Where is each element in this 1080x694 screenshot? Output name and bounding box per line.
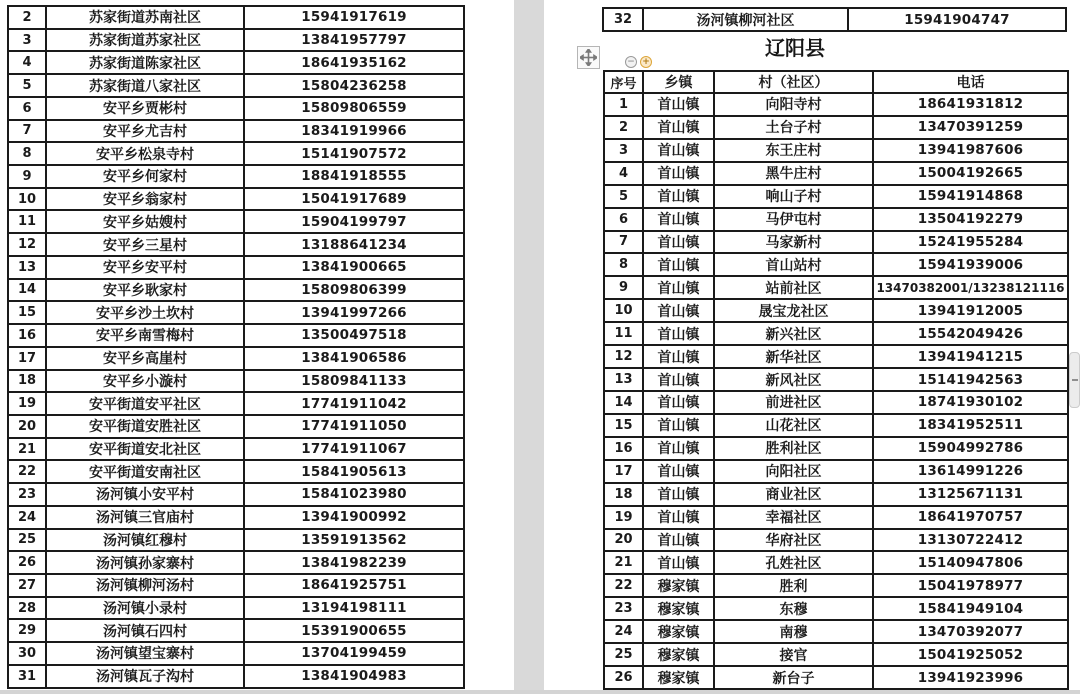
row-number-cell: 11 xyxy=(604,322,643,345)
village-name-cell: 安平街道安胜社区 xyxy=(46,415,244,438)
table-row xyxy=(8,438,464,461)
town-cell: 首山镇 xyxy=(643,276,714,299)
table-row xyxy=(8,165,464,188)
row-number-cell: 15 xyxy=(604,414,643,437)
town-cell: 首山镇 xyxy=(643,460,714,483)
phone-number-cell: 13614991226 xyxy=(873,460,1068,483)
town-cell: 首山镇 xyxy=(643,368,714,391)
town-cell: 穆家镇 xyxy=(643,620,714,643)
page-gap xyxy=(514,0,544,694)
phone-number-cell: 15141942563 xyxy=(873,368,1068,391)
table-row xyxy=(603,8,1066,31)
row-number-cell: 4 xyxy=(604,162,643,185)
town-cell: 首山镇 xyxy=(643,139,714,162)
phone-number-cell: 13841957797 xyxy=(244,29,464,52)
table-row xyxy=(8,279,464,302)
village-name-cell: 汤河镇孙家寨村 xyxy=(46,551,244,574)
phone-number-cell: 17741911042 xyxy=(244,392,464,415)
row-number-cell: 18 xyxy=(8,370,46,393)
row-number-cell: 21 xyxy=(604,551,643,574)
table-row xyxy=(8,74,464,97)
table-row xyxy=(604,643,1068,666)
header-town: 乡镇 xyxy=(643,71,714,93)
phone-number-cell: 13591913562 xyxy=(244,529,464,552)
table-row xyxy=(8,188,464,211)
phone-number-cell: 13188641234 xyxy=(244,233,464,256)
phone-number-cell: 13704199459 xyxy=(244,642,464,665)
village-name-cell: 晟宝龙社区 xyxy=(714,299,873,322)
phone-number-cell: 18641925751 xyxy=(244,574,464,597)
row-number-cell: 17 xyxy=(604,460,643,483)
row-number-cell: 1 xyxy=(604,93,643,116)
table-row xyxy=(8,460,464,483)
town-cell: 穆家镇 xyxy=(643,666,714,689)
row-number-cell: 20 xyxy=(8,415,46,438)
table-row xyxy=(8,210,464,233)
town-cell: 首山镇 xyxy=(643,322,714,345)
row-number-cell: 10 xyxy=(604,299,643,322)
row-number-cell: 23 xyxy=(604,597,643,620)
phone-number-cell: 13470392077 xyxy=(873,620,1068,643)
header-village: 村（社区） xyxy=(714,71,873,93)
row-number-cell: 6 xyxy=(604,208,643,231)
table-row xyxy=(8,619,464,642)
phone-number-cell: 13130722412 xyxy=(873,529,1068,552)
row-number-cell: 22 xyxy=(604,574,643,597)
phone-number-cell: 13500497518 xyxy=(244,324,464,347)
phone-number-cell: 17741911067 xyxy=(244,438,464,461)
phone-number-cell: 15141907572 xyxy=(244,142,464,165)
table-row xyxy=(8,574,464,597)
village-name-cell: 南穆 xyxy=(714,620,873,643)
village-name-cell: 安平街道安平社区 xyxy=(46,392,244,415)
table-row xyxy=(8,370,464,393)
row-number-cell: 26 xyxy=(8,551,46,574)
table-row xyxy=(604,368,1068,391)
phone-number-cell: 13841982239 xyxy=(244,551,464,574)
phone-number-cell: 15809806559 xyxy=(244,97,464,120)
row-number-cell: 30 xyxy=(8,642,46,665)
table-row xyxy=(8,324,464,347)
row-number-cell: 19 xyxy=(604,506,643,529)
phone-number-cell: 13941923996 xyxy=(873,666,1068,689)
village-name-cell: 安平乡三星村 xyxy=(46,233,244,256)
row-number-cell: 11 xyxy=(8,210,46,233)
village-name-cell: 马家新村 xyxy=(714,231,873,254)
village-name-cell: 首山站村 xyxy=(714,253,873,276)
village-name-cell: 安平乡何家村 xyxy=(46,165,244,188)
phone-number-cell: 18641935162 xyxy=(244,51,464,74)
phone-number-cell: 15041978977 xyxy=(873,574,1068,597)
vertical-scrollbar-thumb[interactable] xyxy=(1069,352,1080,408)
table-row xyxy=(604,551,1068,574)
phone-number-cell: 13941997266 xyxy=(244,301,464,324)
row-number-cell: 31 xyxy=(8,665,46,688)
row-number-cell: 21 xyxy=(8,438,46,461)
table-row xyxy=(8,642,464,665)
town-cell: 首山镇 xyxy=(643,208,714,231)
village-name-cell: 华府社区 xyxy=(714,529,873,552)
village-name-cell: 安平乡南雪梅村 xyxy=(46,324,244,347)
table-row xyxy=(604,506,1068,529)
village-name-cell: 苏家街道苏家社区 xyxy=(46,29,244,52)
village-name-cell: 苏家街道苏南社区 xyxy=(46,6,244,29)
village-name-cell: 向阳寺村 xyxy=(714,93,873,116)
village-name-cell: 站前社区 xyxy=(714,276,873,299)
village-name-cell: 安平乡松泉寺村 xyxy=(46,142,244,165)
village-name-cell: 新风社区 xyxy=(714,368,873,391)
village-name-cell: 汤河镇望宝寨村 xyxy=(46,642,244,665)
table-row xyxy=(604,299,1068,322)
table-row xyxy=(604,414,1068,437)
village-name-cell: 安平街道安南社区 xyxy=(46,460,244,483)
phone-number-cell: 15841023980 xyxy=(244,483,464,506)
table-row xyxy=(604,620,1068,643)
phone-number-cell: 18741930102 xyxy=(873,391,1068,414)
village-name-cell: 汤河镇小录村 xyxy=(46,597,244,620)
village-name-cell: 汤河镇瓦子沟村 xyxy=(46,665,244,688)
town-cell: 首山镇 xyxy=(643,185,714,208)
table-row xyxy=(8,597,464,620)
section-title-liaoyang-county: 辽阳县 xyxy=(765,36,825,60)
village-name-cell: 安平乡小漩村 xyxy=(46,370,244,393)
table-row xyxy=(8,29,464,52)
town-cell: 首山镇 xyxy=(643,231,714,254)
town-cell: 首山镇 xyxy=(643,551,714,574)
row-number-cell: 19 xyxy=(8,392,46,415)
outline-controls xyxy=(625,56,652,68)
row-number-cell: 25 xyxy=(604,643,643,666)
phone-number-cell: 15804236258 xyxy=(244,74,464,97)
scrollbar-grip-icon xyxy=(1072,379,1078,381)
table-row xyxy=(604,666,1068,689)
phone-number-cell: 15241955284 xyxy=(873,231,1068,254)
table-row xyxy=(8,529,464,552)
row-number-cell: 18 xyxy=(604,483,643,506)
row-number-cell: 8 xyxy=(8,142,46,165)
row-number-cell: 14 xyxy=(604,391,643,414)
move-cross-icon xyxy=(580,49,597,66)
village-name-cell: 幸福社区 xyxy=(714,506,873,529)
phone-number-cell: 15941939006 xyxy=(873,253,1068,276)
table-row xyxy=(604,139,1068,162)
row-number-cell: 7 xyxy=(604,231,643,254)
phone-number-cell: 13941912005 xyxy=(873,299,1068,322)
village-name-cell: 孔姓社区 xyxy=(714,551,873,574)
row-number-cell: 8 xyxy=(604,253,643,276)
row-number-cell: 2 xyxy=(8,6,46,29)
village-name-cell: 马伊屯村 xyxy=(714,208,873,231)
row-number-cell: 7 xyxy=(8,120,46,143)
row-number-cell: 14 xyxy=(8,279,46,302)
village-name-cell: 向阳社区 xyxy=(714,460,873,483)
row-number-cell: 17 xyxy=(8,347,46,370)
village-name-cell: 商业社区 xyxy=(714,483,873,506)
village-name-cell: 安平乡姑嫂村 xyxy=(46,210,244,233)
village-name-cell: 东王庄村 xyxy=(714,139,873,162)
table-row xyxy=(604,185,1068,208)
table-row xyxy=(8,142,464,165)
phone-number-cell: 13841906586 xyxy=(244,347,464,370)
town-cell: 首山镇 xyxy=(643,506,714,529)
phone-number-cell: 15941917619 xyxy=(244,6,464,29)
table-row xyxy=(604,276,1068,299)
phone-number-cell: 13941941215 xyxy=(873,345,1068,368)
town-cell: 首山镇 xyxy=(643,391,714,414)
table-row xyxy=(8,301,464,324)
row-number-cell: 5 xyxy=(8,74,46,97)
table-row xyxy=(8,506,464,529)
table-row xyxy=(8,347,464,370)
phone-number-cell: 13504192279 xyxy=(873,208,1068,231)
table-row xyxy=(8,51,464,74)
village-name-cell: 新华社区 xyxy=(714,345,873,368)
village-name-cell: 接官 xyxy=(714,643,873,666)
row-number-cell: 2 xyxy=(604,116,643,139)
table-row xyxy=(604,162,1068,185)
phone-number-cell: 13841904983 xyxy=(244,665,464,688)
header-serial: 序号 xyxy=(604,71,643,93)
row-number-cell: 13 xyxy=(604,368,643,391)
table-move-handle[interactable] xyxy=(577,46,600,69)
village-name-cell: 安平街道安北社区 xyxy=(46,438,244,461)
town-cell: 首山镇 xyxy=(643,529,714,552)
row-number-cell: 22 xyxy=(8,460,46,483)
row-number-cell: 23 xyxy=(8,483,46,506)
village-name-cell: 汤河镇石四村 xyxy=(46,619,244,642)
table-row xyxy=(604,322,1068,345)
phone-number-cell: 15140947806 xyxy=(873,551,1068,574)
village-name-cell: 安平乡高崖村 xyxy=(46,347,244,370)
table-row xyxy=(604,597,1068,620)
row-number-cell: 3 xyxy=(604,139,643,162)
row-number-cell: 24 xyxy=(8,506,46,529)
phone-number-cell: 18841918555 xyxy=(244,165,464,188)
phone-number-cell: 15941914868 xyxy=(873,185,1068,208)
table-row xyxy=(8,415,464,438)
phone-number-cell: 18341952511 xyxy=(873,414,1068,437)
table-row xyxy=(604,460,1068,483)
town-cell: 首山镇 xyxy=(643,414,714,437)
village-name-cell: 苏家街道八家社区 xyxy=(46,74,244,97)
village-name-cell: 汤河镇小安平村 xyxy=(46,483,244,506)
phone-number-cell: 15941904747 xyxy=(848,8,1066,31)
row-number-cell: 27 xyxy=(8,574,46,597)
phone-directory-table-liaoyang xyxy=(603,70,1069,690)
phone-number-cell: 15041917689 xyxy=(244,188,464,211)
village-name-cell: 东穆 xyxy=(714,597,873,620)
village-name-cell: 胜利 xyxy=(714,574,873,597)
row-number-cell: 25 xyxy=(8,529,46,552)
row-number-cell: 10 xyxy=(8,188,46,211)
village-name-cell: 胜利社区 xyxy=(714,437,873,460)
table-row xyxy=(8,392,464,415)
table-row xyxy=(604,391,1068,414)
phone-number-cell: 15904199797 xyxy=(244,210,464,233)
table-row xyxy=(8,6,464,29)
phone-number-cell: 13470382001/13238121116 xyxy=(873,276,1068,299)
phone-number-cell: 13941900992 xyxy=(244,506,464,529)
town-cell: 首山镇 xyxy=(643,93,714,116)
phone-number-cell: 15542049426 xyxy=(873,322,1068,345)
table-row xyxy=(8,483,464,506)
phone-number-cell: 13841900665 xyxy=(244,256,464,279)
row-number-cell: 24 xyxy=(604,620,643,643)
village-name-cell: 新兴社区 xyxy=(714,322,873,345)
village-name-cell: 安平乡尤吉村 xyxy=(46,120,244,143)
table-row xyxy=(604,208,1068,231)
village-name-cell: 安平乡贾彬村 xyxy=(46,97,244,120)
row-number-cell: 5 xyxy=(604,185,643,208)
row-number-cell: 28 xyxy=(8,597,46,620)
village-name-cell: 汤河镇红穆村 xyxy=(46,529,244,552)
header-phone: 电话 xyxy=(873,71,1068,93)
left-table-body xyxy=(8,6,464,688)
village-name-cell: 安平乡翁家村 xyxy=(46,188,244,211)
village-name-cell: 汤河镇柳河汤村 xyxy=(46,574,244,597)
town-cell: 首山镇 xyxy=(643,437,714,460)
table-row xyxy=(8,551,464,574)
row-number-cell: 20 xyxy=(604,529,643,552)
collapse-icon[interactable]: − xyxy=(625,56,637,68)
table-row xyxy=(604,253,1068,276)
table-row xyxy=(604,345,1068,368)
row-number-cell: 13 xyxy=(8,256,46,279)
right-table-body xyxy=(604,93,1068,689)
table-row xyxy=(604,437,1068,460)
town-cell: 首山镇 xyxy=(643,299,714,322)
table-row xyxy=(604,574,1068,597)
header-row xyxy=(604,71,1068,93)
village-name-cell: 安平乡安平村 xyxy=(46,256,244,279)
row-number-cell: 12 xyxy=(604,345,643,368)
phone-number-cell: 18641931812 xyxy=(873,93,1068,116)
village-name-cell: 安平乡沙土坎村 xyxy=(46,301,244,324)
phone-number-cell: 15809841133 xyxy=(244,370,464,393)
row-number-cell: 3 xyxy=(8,29,46,52)
row-number-cell: 9 xyxy=(604,276,643,299)
row-number-cell: 6 xyxy=(8,97,46,120)
phone-number-cell: 13470391259 xyxy=(873,116,1068,139)
phone-number-cell: 15841949104 xyxy=(873,597,1068,620)
row-number-cell: 29 xyxy=(8,619,46,642)
row-number-cell: 32 xyxy=(603,8,643,31)
town-cell: 穆家镇 xyxy=(643,597,714,620)
table-row xyxy=(604,483,1068,506)
expand-icon[interactable]: + xyxy=(640,56,652,68)
table-row xyxy=(604,116,1068,139)
phone-number-cell: 15004192665 xyxy=(873,162,1068,185)
village-name-cell: 山花社区 xyxy=(714,414,873,437)
row-number-cell: 4 xyxy=(8,51,46,74)
row-number-cell: 12 xyxy=(8,233,46,256)
town-cell: 首山镇 xyxy=(643,162,714,185)
table-row xyxy=(604,529,1068,552)
phone-number-cell: 17741911050 xyxy=(244,415,464,438)
town-cell: 首山镇 xyxy=(643,253,714,276)
town-cell: 穆家镇 xyxy=(643,574,714,597)
phone-number-cell: 15391900655 xyxy=(244,619,464,642)
table-row xyxy=(8,97,464,120)
phone-number-cell: 13125671131 xyxy=(873,483,1068,506)
town-cell: 穆家镇 xyxy=(643,643,714,666)
row-number-cell: 16 xyxy=(8,324,46,347)
village-name-cell: 汤河镇柳河社区 xyxy=(643,8,848,31)
phone-number-cell: 15809806399 xyxy=(244,279,464,302)
table-row xyxy=(8,665,464,688)
row-number-cell: 15 xyxy=(8,301,46,324)
village-name-cell: 新台子 xyxy=(714,666,873,689)
phone-number-cell: 13941987606 xyxy=(873,139,1068,162)
row-number-cell: 16 xyxy=(604,437,643,460)
table-row xyxy=(8,256,464,279)
village-name-cell: 安平乡耿家村 xyxy=(46,279,244,302)
town-cell: 首山镇 xyxy=(643,483,714,506)
village-name-cell: 汤河镇三官庙村 xyxy=(46,506,244,529)
phone-directory-table-left xyxy=(7,5,465,689)
row-number-cell: 9 xyxy=(8,165,46,188)
town-cell: 首山镇 xyxy=(643,116,714,139)
town-cell: 首山镇 xyxy=(643,345,714,368)
village-name-cell: 前进社区 xyxy=(714,391,873,414)
phone-number-cell: 18641970757 xyxy=(873,506,1068,529)
row-number-cell: 26 xyxy=(604,666,643,689)
village-name-cell: 黑牛庄村 xyxy=(714,162,873,185)
table-row xyxy=(604,231,1068,254)
table-row xyxy=(604,93,1068,116)
village-name-cell: 苏家街道陈家社区 xyxy=(46,51,244,74)
table-row xyxy=(8,233,464,256)
phone-number-cell: 13194198111 xyxy=(244,597,464,620)
phone-directory-carryover-row xyxy=(602,7,1067,32)
village-name-cell: 响山子村 xyxy=(714,185,873,208)
village-name-cell: 土台子村 xyxy=(714,116,873,139)
phone-number-cell: 15841905613 xyxy=(244,460,464,483)
phone-number-cell: 15041925052 xyxy=(873,643,1068,666)
table-row xyxy=(8,120,464,143)
phone-number-cell: 15904992786 xyxy=(873,437,1068,460)
page-bottom-edge xyxy=(0,690,1080,694)
phone-number-cell: 18341919966 xyxy=(244,120,464,143)
